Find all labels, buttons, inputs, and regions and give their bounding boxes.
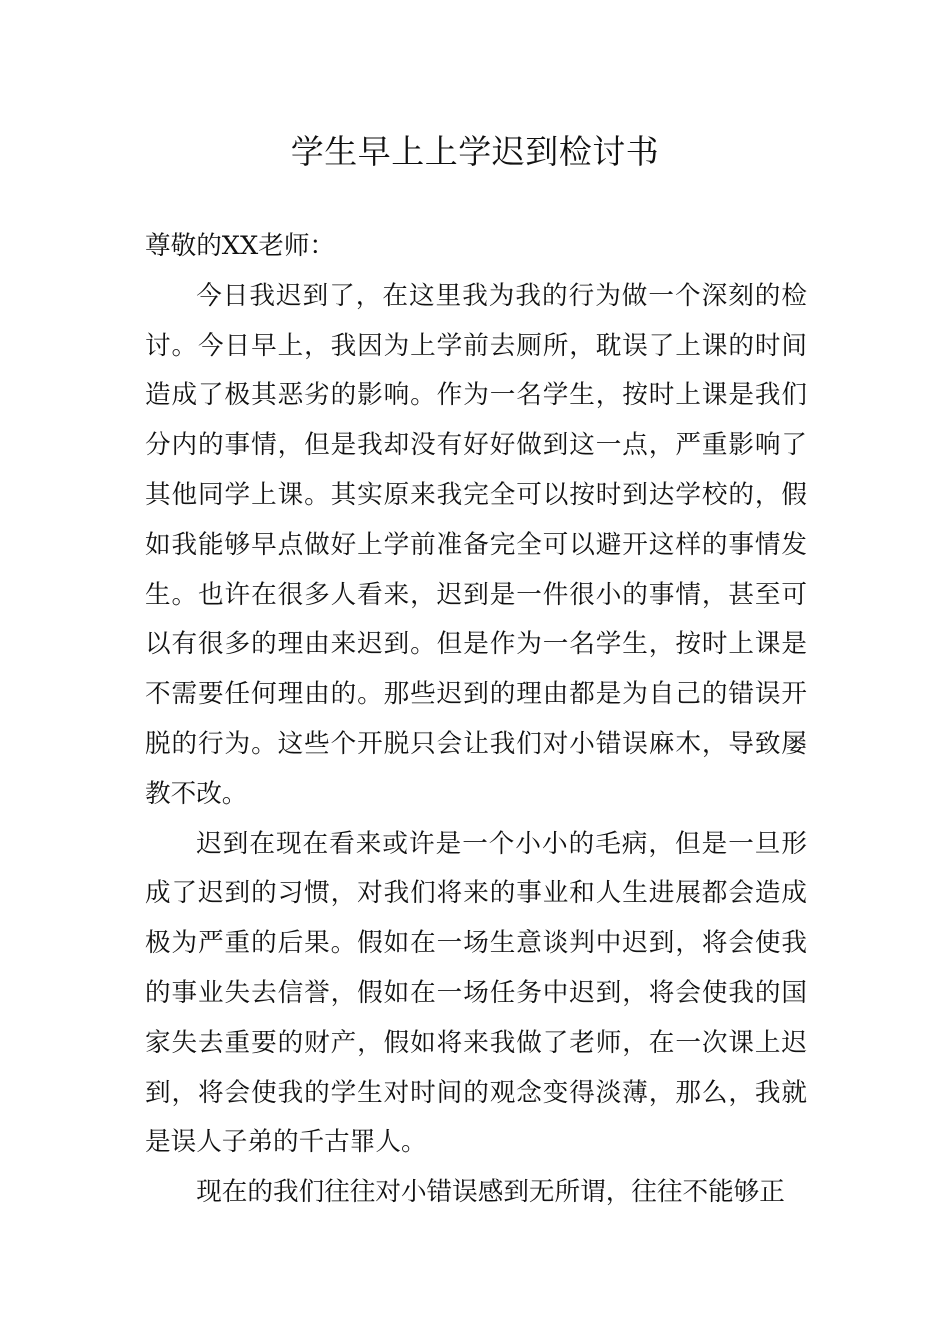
salutation: 尊敬的XX老师： xyxy=(145,231,336,261)
document-title: 学生早上上学迟到检讨书 xyxy=(290,132,660,171)
paragraph-3: 现在的我们往往对小错误感到无所谓，往往不能够正 xyxy=(196,1177,785,1208)
paragraph-1: 今日我迟到了，在这里我为我的行为做一个深刻的检讨。今日早上，我因为上学前去厕所，耽误了上课的时间造成了极其恶劣的影响。作为一名学生，按时上课是我们分内的事情，但是我却没有好好做到这一点，严重影响了其他同学上课。其实原来我完全可以按时到达学校的，假如我能够早点做好上学前准备完全可以避开这样的事情发生。也许在很多人看来，迟到是一件很小的事情，甚至可以有很多的理由来迟到。但是作为一名学生，按时上课是不需要任何理由的。那些迟到的理由都是为自己的错误开脱的行为。这些个开脱只会让我们对小错误麻木，导致屡教不改。 xyxy=(145,280,807,809)
paragraph-2: 迟到在现在看来或许是一个小小的毛病，但是一旦形成了迟到的习惯，对我们将来的事业和人生进展都会造成极为严重的后果。假如在一场生意谈判中迟到，将会使我的事业失去信誉，假如在一场任务中迟到，将会使我的国家失去重要的财产，假如将来我做了老师，在一次课上迟到，将会使我的学生对时间的观念变得淡薄，那么，我就是误人子弟的千古罪人。 xyxy=(145,828,807,1158)
document-body xyxy=(145,222,807,1218)
